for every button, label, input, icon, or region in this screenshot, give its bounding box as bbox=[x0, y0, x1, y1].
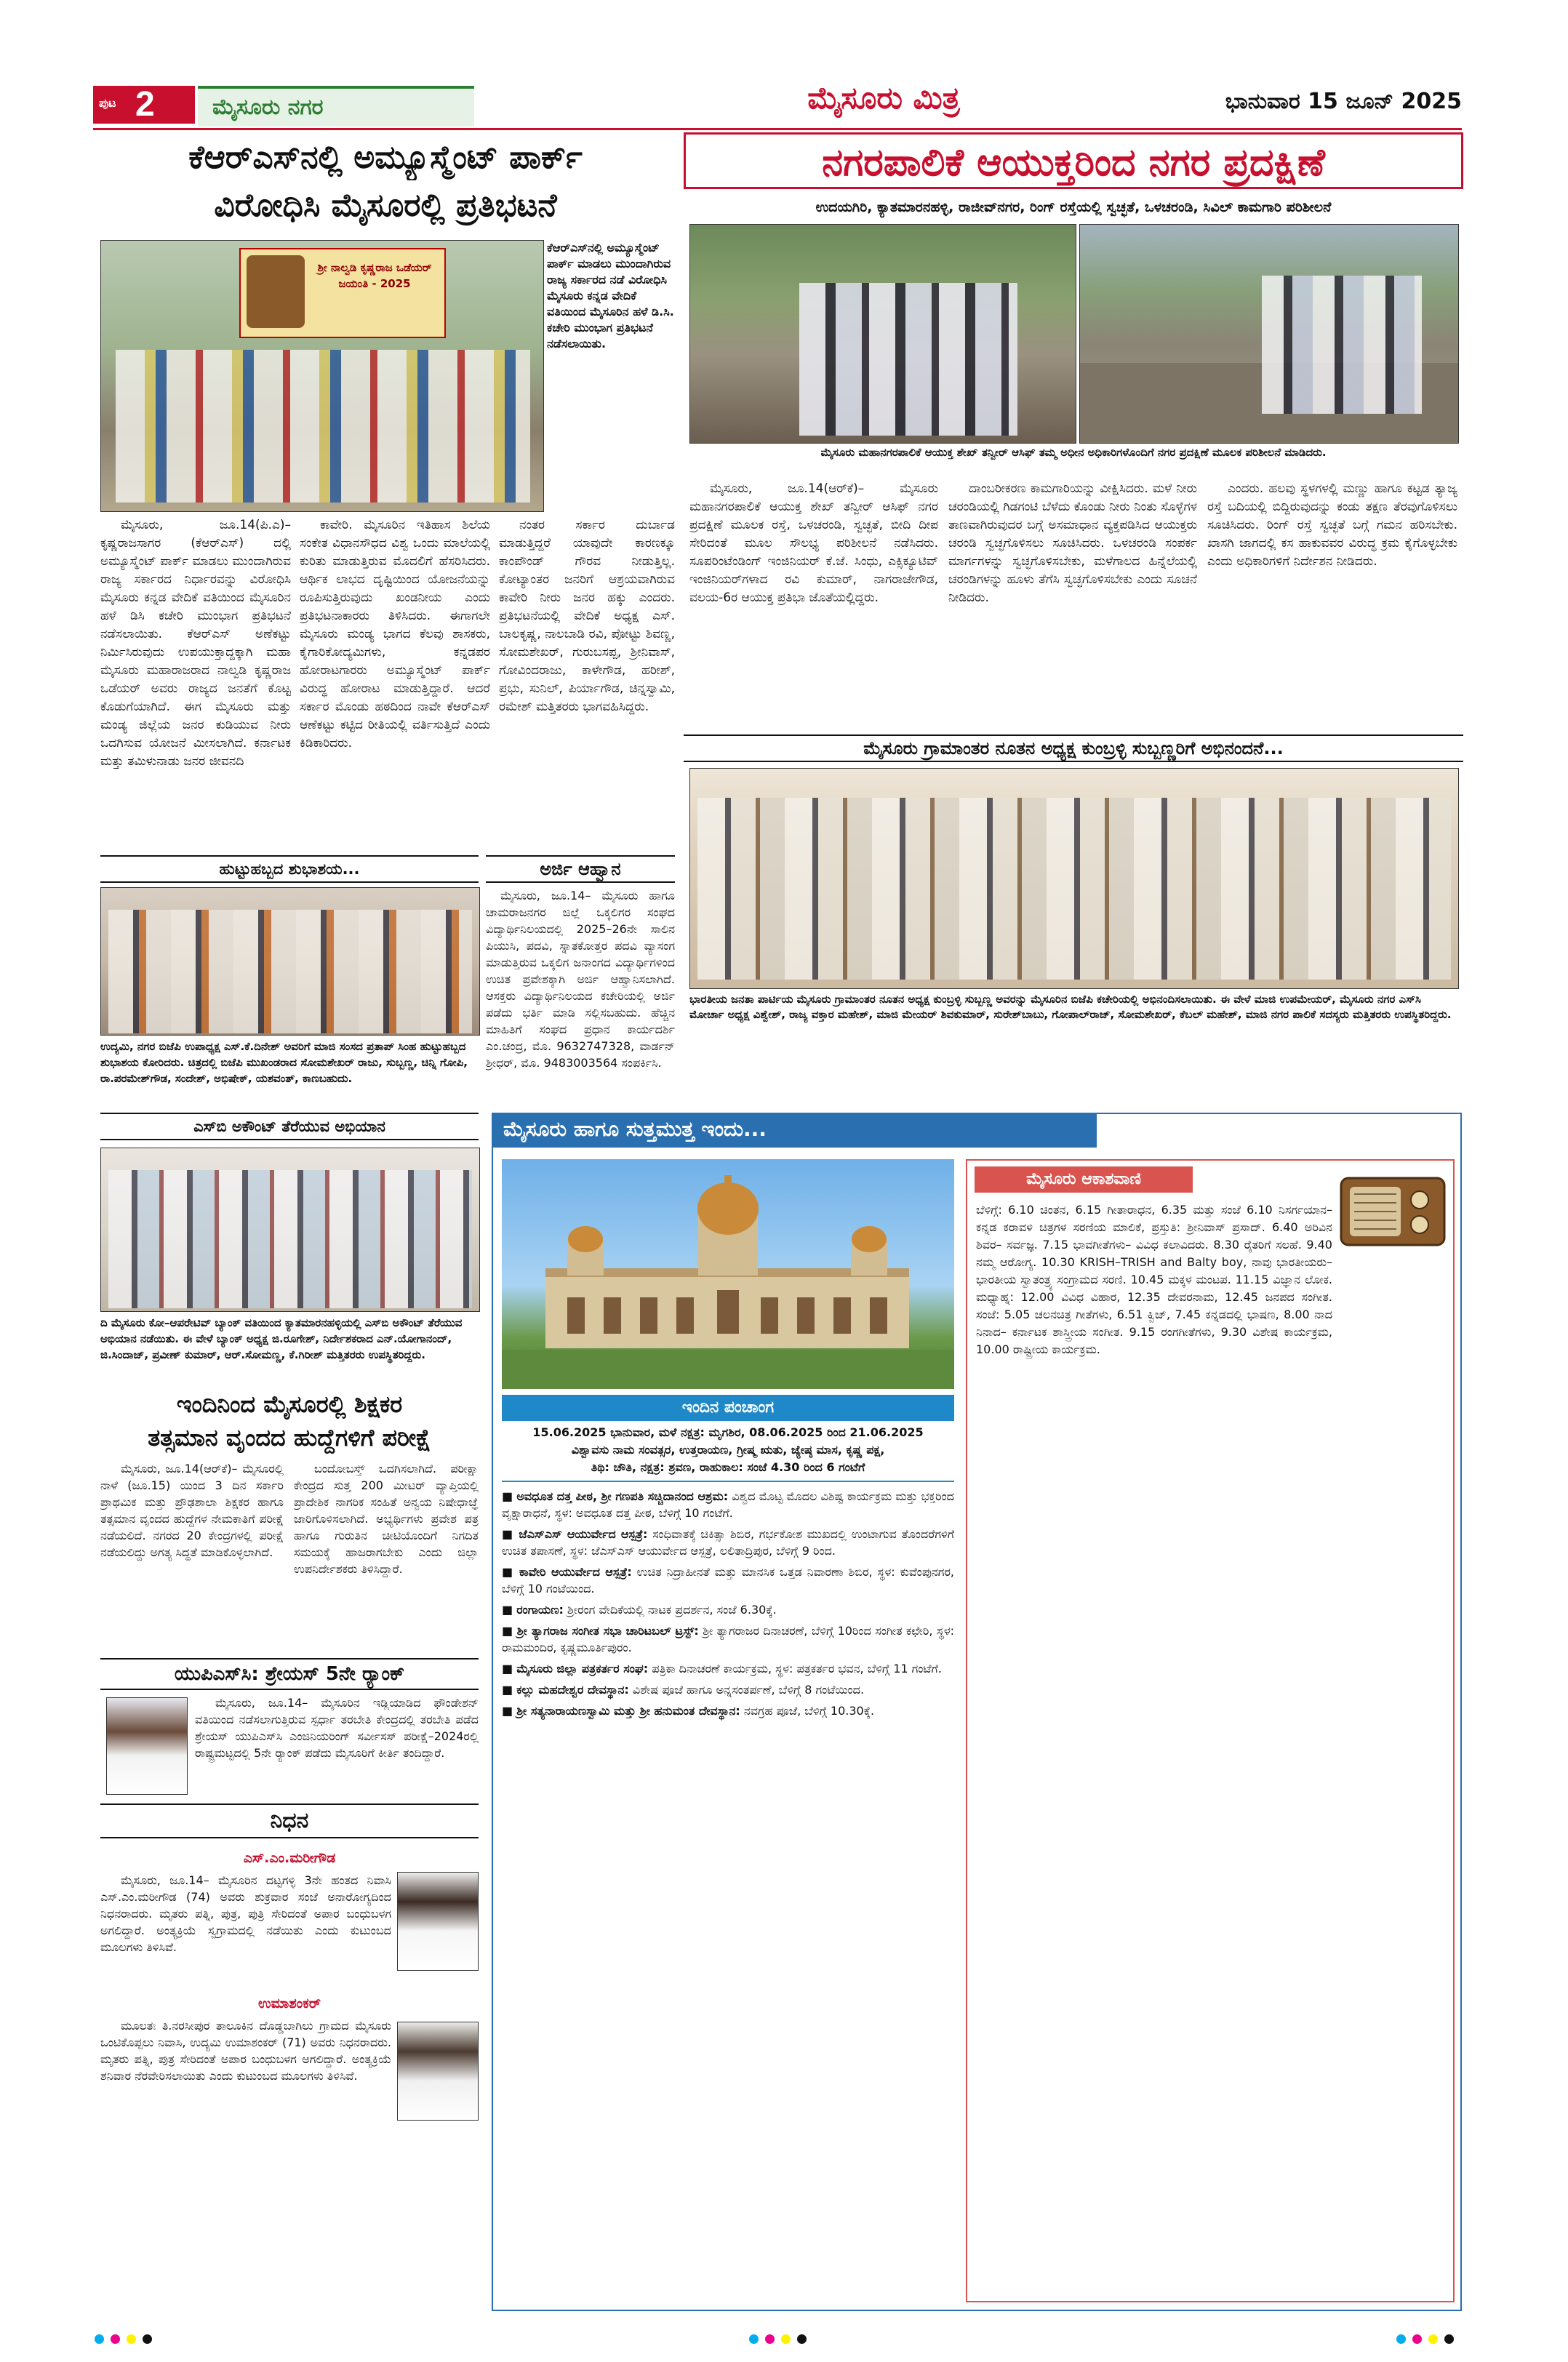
event-text: ಪತ್ರಿಕಾ ದಿನಾಚರಣೆ ಕಾರ್ಯಕ್ರಮ, ಸ್ಥಳ: ಪತ್ರಕರ್ತರ ಭವನ, ಬೆಳಿಗ್ಗೆ 11 ಗಂಟೆಗೆ. bbox=[652, 1662, 942, 1676]
story3-caption: ಭಾರತೀಯ ಜನತಾ ಪಾರ್ಟಿಯ ಮೈಸೂರು ಗ್ರಾಮಾಂತರ ನೂತನ ಅಧ್ಯಕ್ಷ ಕುಂಬ್ರಳ್ಳಿ ಸುಬ್ಬಣ್ಣ ಅವರನ್ನು ಮೈಸೂರಿನ ಬಿಜೆಪಿ ಕಚೇರಿಯಲ್ಲಿ ಅಭಿನಂದಿಸಲಾಯಿತು. ಈ ವೇಳೆ ಮಾಜಿ ಉಪಮೇಯರ್, ಮೈಸೂರು ನಗರ ಎಸ್‌ಸಿ ಮೋರ್ಚಾ ಅಧ್ಯಕ್ಷ ವಿಶ್ವೇಶ್, ರಾಜ್ಯ ವಕ್ತಾರ ಮಹೇಶ್, ಮಾಜಿ ಮೇಯರ್ ಶಿವಕುಮಾರ್, ಸುರೇಶ್‌ಬಾಬು, ಗೋಪಾಲ್‌ರಾಜ್, ಸೋಮಶೇಖರ್, ಕೆಬಲ್ ಮಹೇಶ್, ಮಾಜಿ ನಗರ ಪಾಲಿಕೆ ಸದಸ್ಯರು ಮತ್ತಿತರರು ಉಪಸ್ಥಿತರಿದ್ದರು. bbox=[689, 993, 1452, 1021]
officials-walking bbox=[799, 283, 1017, 436]
reg-dot-magenta bbox=[1412, 2334, 1422, 2344]
radio-schedule bbox=[976, 1201, 1332, 2292]
page-number: 2 bbox=[135, 85, 155, 124]
reg-dot-black bbox=[1444, 2334, 1454, 2344]
reg-dot-cyan bbox=[1396, 2334, 1406, 2344]
paper-name: ಮೈಸೂರು ಮಿತ್ರ bbox=[807, 80, 960, 116]
event-text: ಶ್ರೀರಂಗ ವೇದಿಕೆಯಲ್ಲಿ ನಾಟಕ ಪ್ರದರ್ಶನ, ಸಂಜೆ 6.30ಕ್ಕೆ. bbox=[567, 1603, 777, 1617]
event-title: ಕಲ್ಲು ಮಹದೇಶ್ವರ ದೇವಸ್ಥಾನ: bbox=[516, 1683, 629, 1697]
officials-group bbox=[1262, 276, 1422, 414]
obit1-body-text: ಮೈಸೂರು, ಜೂ.14– ಮೈಸೂರಿನ ದಟ್ಟಗಳ್ಳಿ 3ನೇ ಹಂತದ ನಿವಾಸಿ ಎಸ್.ಎಂ.ಮರೀಗೌಡ (74) ಅವರು ಶುಕ್ರವಾರ ಸಂಜೆ ಅನಾರೋಗ್ಯದಿಂದ ನಿಧನರಾದರು. ಮೃತರು ಪತ್ನಿ, ಪುತ್ರ, ಪುತ್ರಿ ಸೇರಿದಂತೆ ಅಪಾರ ಬಂಧುಬಳಗ ಅಗಲಿದ್ದಾರೆ. ಅಂತ್ಯಕ್ರಿಯೆ ಸ್ವಗ್ರಾಮದಲ್ಲಿ ನಡೆಯಿತು ಎಂದು ಕುಟುಂಬದ ಮೂಲಗಳು ತಿಳಿಸಿವೆ. bbox=[100, 1873, 391, 1954]
story2-headline: ನಗರಪಾಲಿಕೆ ಆಯುಕ್ತರಿಂದ ನಗರ ಪ್ರದಕ್ಷಿಣೆ bbox=[684, 132, 1463, 189]
birthday-caption: ಉದ್ಯಮಿ, ನಗರ ಬಿಜೆಪಿ ಉಪಾಧ್ಯಕ್ಷ ಎಸ್.ಕೆ.ದಿನೇಶ್ ಅವರಿಗೆ ಮಾಜಿ ಸಂಸದ ಪ್ರತಾಪ್ ಸಿಂಹ ಹುಟ್ಟುಹಬ್ಬದ ಶುಭಾಶಯ ಕೋರಿದರು. ಚಿತ್ರದಲ್ಲಿ ಬಿಜೆಪಿ ಮುಖಂಡರಾದ ಸೋಮಶೇಖರ್ ರಾಜು, ಸುಬ್ಬಣ್ಣ, ಚಿನ್ನಿ ಗೋಪಿ, ರಾ.ಪರಮೇಶ್‌ಗೌಡ, ಸಂದೇಶ್, ಅಭಿಷೇಕ್, ಯಶವಂತ್, ಕಾಣಬಹುದು. bbox=[100, 1040, 468, 1085]
masthead-rule bbox=[93, 128, 1462, 130]
story1-col1-text: ಮೈಸೂರು, ಜೂ.14(ಪಿ.ಎ)– ಕೃಷ್ಣರಾಜಸಾಗರ (ಕೆಆರ್‌ಎಸ್) ದಲ್ಲಿ ಅಮ್ಯೂಸ್ಮೆಂಟ್ ಪಾರ್ಕ್ ಮಾಡಲು ಮುಂದಾಗಿರುವ ರಾಜ್ಯ ಸರ್ಕಾರದ ನಿರ್ಧಾರವನ್ನು ವಿರೋಧಿಸಿ ಮೈಸೂರು ಕನ್ನಡ ವೇದಿಕೆ ವತಿಯಿಂದ ಮೈಸೂರಿನ ಹಳೆ ಡಿಸಿ ಕಚೇರಿ ಮುಂಭಾಗ ಪ್ರತಿಭಟನೆ ನಡೆಸಲಾಯಿತು. ಕೆಆರ್‌ಎಸ್ ಅಣೆಕಟ್ಟು ನಿರ್ಮಿಸಿರುವುದು ಉಪಯುಕ್ತಾದ್ದಕ್ಕಾಗಿ ಮಹಾ ಮೈಸೂರು ಮಹಾರಾಜರಾದ ನಾಲ್ವಡಿ ಕೃಷ್ಣರಾಜ ಒಡೆಯರ್ ಅವರು ರಾಜ್ಯದ ಜನತೆಗೆ ಕೊಟ್ಟ ಕೊಡುಗೆಯಾಗಿದೆ. ಈಗ ಮೈಸೂರು ಮತ್ತು ಮಂಡ್ಯ ಜಿಲ್ಲೆಯ ಜನರ ಕುಡಿಯುವ ನೀರು ಒದಗಿಸುವ ಯೋಜನೆ ಮೀಸಲಾಗಿದೆ. ಕರ್ನಾಟಕ ಮತ್ತು ತಮಿಳುನಾಡು ಜನರ ಜೀವನದಿ bbox=[100, 518, 291, 769]
obit2-portrait bbox=[397, 2022, 479, 2121]
sbi-photo bbox=[100, 1148, 480, 1312]
paper-logo bbox=[727, 80, 1040, 124]
story2-col3-text: ಎಂದರು. ಹಲವು ಸ್ಥಳಗಳಲ್ಲಿ ಮಣ್ಣು ಹಾಗೂ ಕಟ್ಟಡ ತ್ಯಾಜ್ಯ ರಸ್ತೆ ಬದಿಯಲ್ಲಿ ಬಿದ್ದಿರುವುದನ್ನು ಕಂಡು ತಕ್ಷಣ ತೆರವುಗೊಳಿಸಲು ಸೂಚಿಸಿದರು. ರಿಂಗ್ ರಸ್ತೆ ಸ್ವಚ್ಛತೆ ಬಗ್ಗೆ ಗಮನ ಹರಿಸಬೇಕು. ಖಾಸಗಿ ಜಾಗದಲ್ಲಿ ಕಸ ಹಾಕುವವರ ವಿರುದ್ಧ ಕ್ರಮ ಕೈಗೊಳ್ಳಬೇಕು ಎಂದು ಅಧಿಕಾರಿಗಳಿಗೆ ನಿರ್ದೇಶನ ನೀಡಿದರು. bbox=[1207, 481, 1457, 569]
event-item: ■ ಜೆಎಸ್‌ಎಸ್ ಆಯುರ್ವೇದ ಆಸ್ಪತ್ರೆ: ಸಂಧಿವಾತಕ್ಕೆ ಚಿಕಿತ್ಸಾ ಶಿಬಿರ, ಗರ್ಭಕೋಶ ಮುಖದಲ್ಲಿ ಉಂಟಾಗುವ ತೊಂದರೆಗಳಿಗೆ ಉಚಿತ ತಪಾಸಣೆ, ಸ್ಥಳ: ಜೆಎಸ್‌ಎಸ್ ಆಯುರ್ವೇದ ಆಸ್ಪತ್ರೆ, ಲಲಿತಾದ್ರಿಪುರ, ಬೆಳಿಗ್ಗೆ 9 ರಿಂದ. bbox=[502, 1527, 954, 1558]
event-text: ಉಚಿತ ನಿದ್ರಾಹೀನತೆ ಮತ್ತು ಮಾನಸಿಕ ಒತ್ತಡ ನಿವಾರಣಾ ಶಿಬಿರ, ಸ್ಥಳ: ಕುವೆಂಪುನಗರ, ಬೆಳಿಗ್ಗೆ 10 ಗಂಟೆಯಿಂದ. bbox=[502, 1565, 954, 1596]
panchanga-line2: ವಿಶ್ವಾವಸು ನಾಮ ಸಂವತ್ಸರ, ಉತ್ತರಾಯಣ, ಗ್ರೀಷ್ಮ ಋತು, ಜ್ಯೇಷ್ಠ ಮಾಸ, ಕೃಷ್ಣ ಪಕ್ಷ, bbox=[571, 1443, 885, 1457]
exam-col2 bbox=[294, 1460, 479, 1649]
palace-illustration bbox=[502, 1159, 954, 1389]
reg-dot-yellow bbox=[127, 2334, 136, 2344]
story1-col3-text: ನಂತರ ಸರ್ಕಾರ ದುರ್ಬಾಡ ಮಾಡುತ್ತಿದ್ದರೆ ಯಾವುದೇ ಕಾರಣಕ್ಕೂ ಕಾಂಪೌಂಡ್ ಗೌರವ ನೀಡುತ್ತಿಲ್ಲ. ಕೋಟ್ಯಾಂತರ ಜನರಿಗೆ ಆಶ್ರಯವಾಗಿರುವ ಕಾವೇರಿ ನೀರು ಜನರ ಹಕ್ಕು ಎಂದರು. ಪ್ರತಿಭಟನೆಯಲ್ಲಿ ವೇದಿಕೆ ಅಧ್ಯಕ್ಷ ಎಸ್. ಬಾಲಕೃಷ್ಣ, ನಾಲಬಾಡಿ ರವಿ, ಪೋಟ್ಟು ಶಿವಣ್ಣ, ಸೋಮಶೇಖರ್, ಗುರುಬಸಪ್ಪ, ಶ್ರೀನಿವಾಸ್, ಗೋವಿಂದರಾಜು, ಕಾಳೇಗೌಡ, ಹರೀಶ್, ಪ್ರಭು, ಸುನಿಲ್, ಪಿರ್ಯಾಗೌಡ, ಚಿನ್ನಸ್ವಾಮಿ, ರಮೇಶ್ ಮತ್ತಿತರರು ಭಾಗವಹಿಸಿದ್ದರು. bbox=[499, 518, 675, 714]
today-banner bbox=[493, 1114, 1097, 1148]
arji-headline: ಅರ್ಜಿ ಆಹ್ವಾನ bbox=[486, 855, 675, 883]
felicitation-crowd bbox=[697, 798, 1451, 980]
reg-dot-yellow bbox=[1428, 2334, 1438, 2344]
birthday-photo bbox=[100, 887, 480, 1036]
registration-marks-left bbox=[95, 2334, 182, 2346]
obit2-name: ಉಮಾಶಂಕರ್ bbox=[258, 1995, 321, 2011]
exam-col1-text: ಮೈಸೂರು, ಜೂ.14(ಆರ್‌ಕೆ)– ಮೈಸೂರಲ್ಲಿ ನಾಳೆ (ಜೂ.15) ಯಿಂದ 3 ದಿನ ಸರ್ಕಾರಿ ಪ್ರಾಥಮಿಕ ಮತ್ತು ಪ್ರೌಢಶಾಲಾ ಶಿಕ್ಷಕರ ಹಾಗೂ ತತ್ಸಮಾನ ವೃಂದದ ಹುದ್ದೆಗಳ ನೇಮಕಾತಿಗೆ ಪರೀಕ್ಷೆ ನಡೆಯಲಿದೆ. ನಗರದ 20 ಕೇಂದ್ರಗಳಲ್ಲಿ ಪರೀಕ್ಷೆ ನಡೆಯಲಿದ್ದು ಅಗತ್ಯ ಸಿದ್ಧತೆ ಮಾಡಿಕೊಳ್ಳಲಾಗಿದೆ. bbox=[100, 1462, 284, 1559]
commissioner-photo-1 bbox=[689, 224, 1076, 444]
radio-schedule-text: ಬೆಳಿಗ್ಗೆ: 6.10 ಚಿಂತನ, 6.15 ಗೀತಾರಾಧನ, 6.35 ಮತ್ತು ಸಂಜೆ 6.10 ನಿಸರ್ಗಯಾನ– ಕನ್ನಡ ಕರಾವಳಿ ಚಿತ್ರಗಳ ಸರಣಿಯ ಮಾಲಿಕೆ, ಪ್ರಸ್ತುತಿ: ಶ್ರೀನಿವಾಸ್ ಪ್ರಸಾದ್. 6.40 ಅರಿವಿನ ಶಿವರ– ಸರ್ವಜ್ಞ. 7.15 ಭಾವಗೀತೆಗಳು– ವಿವಿಧ ಕಲಾವಿದರು. 8.30 ರೈತರಿಗೆ ಸಲಹೆ. 9.40 ನಮ್ಮ ಆರೋಗ್ಯ. 10.30 KRISH–TRISH and Balty boy, ನಾವು ಭಾರತೀಯರು– ಭಾರತೀಯ ಸ್ವಾತಂತ್ರ್ಯ ಸಂಗ್ರಾಮದ ಸರಣಿ. 10.45 ಮಕ್ಕಳ ಮಂಟಪ. 11.15 ವಿಜ್ಞಾನ ಲೋಕ. ಮಧ್ಯಾಹ್ನ: 12.00 ವಿವಿಧ ವಿಹಾರ, 12.35 ದೇವರನಾಮ, 12.45 ಜನಪದ ಸಂಗೀತ. ಸಂಜೆ: 5.05 ಚಲನಚಿತ್ರ ಗೀತೆಗಳು, 6.51 ಕ್ವಿಜ್, 7.45 ಕನ್ನಡದಲ್ಲಿ ಭಾಷಣ, 8.00 ನಾದ ನಿನಾದ– ಕರ್ನಾಟಕ ಶಾಸ್ತ್ರೀಯ ಸಂಗೀತ. 9.15 ರಂಗಗೀತೆಗಳು, 9.30 ವಿಶೇಷ ಕಾರ್ಯಕ್ರಮ, 10.00 ರಾಷ್ಟ್ರೀಯ ಕಾರ್ಯಕ್ರಮ. bbox=[976, 1203, 1332, 1356]
exam-col2-text: ಬಂದೋಬಸ್ತ್ ಒದಗಿಸಲಾಗಿದೆ. ಪರೀಕ್ಷಾ ಕೇಂದ್ರದ ಸುತ್ತ 200 ಮೀಟರ್ ವ್ಯಾಪ್ತಿಯಲ್ಲಿ ಪ್ರಾದೇಶಿಕ ನಾಗರಿಕ ಸಂಹಿತೆ ಅನ್ವಯ ನಿಷೇಧಾಜ್ಞೆ ಜಾರಿಗೊಳಿಸಲಾಗಿದೆ. ಅಭ್ಯರ್ಥಿಗಳು ಪ್ರವೇಶ ಪತ್ರ ಹಾಗೂ ಗುರುತಿನ ಚೀಟಿಯೊಂದಿಗೆ ನಿಗದಿತ ಸಮಯಕ್ಕೆ ಹಾಜರಾಗಬೇಕು ಎಂದು ಜಿಲ್ಲಾ ಉಪನಿರ್ದೇಶಕರು ತಿಳಿಸಿದ್ದಾರೆ. bbox=[294, 1462, 479, 1576]
reg-dot-black bbox=[797, 2334, 807, 2344]
obit1-name: ಎಸ್.ಎಂ.ಮರೀಗೌಡ bbox=[243, 1850, 336, 1866]
events-list bbox=[502, 1488, 954, 2302]
story2-caption: ಮೈಸೂರು ಮಹಾನಗರಪಾಲಿಕೆ ಆಯುಕ್ತ ಶೇಖ್ ತನ್ವೀರ್ ಆಸಿಫ್ ತಮ್ಮ ಅಧೀನ ಅಧಿಕಾರಿಗಳೊಂದಿಗೆ ನಗರ ಪ್ರದಕ್ಷಿಣೆ ಮೂಲಕ ಪರಿಶೀಲನೆ ಮಾಡಿದರು. bbox=[820, 446, 1327, 459]
story2-col1-text: ಮೈಸೂರು, ಜೂ.14(ಆರ್‌ಕೆ)– ಮೈಸೂರು ಮಹಾನಗರಪಾಲಿಕೆ ಆಯುಕ್ತ ಶೇಖ್ ತನ್ವೀರ್ ಆಸಿಫ್ ನಗರ ಪ್ರದಕ್ಷಿಣೆ ಮೂಲಕ ರಸ್ತೆ, ಒಳಚರಂಡಿ, ಸ್ವಚ್ಛತೆ, ಬೀದಿ ದೀಪ ಸೇರಿದಂತೆ ಮೂಲ ಸೌಲಭ್ಯ ಪರಿಶೀಲನೆ ನಡೆಸಿದರು. ಸೂಪರಿಂಟೆಂಡಿಂಗ್ ಇಂಜಿನಿಯರ್ ಕೆ.ಜೆ. ಸಿಂಧು, ಎಕ್ಸಿಕ್ಯೂಟಿವ್ ಇಂಜಿನಿಯರ್‌ಗಳಾದ ರವಿ ಕುಮಾರ್, ನಾಗರಾಜೇಗೌಡ, ವಲಯ-6ರ ಆಯುಕ್ತ ಪ್ರತಿಭಾ ಜೊತೆಯಲ್ಲಿದ್ದರು. bbox=[689, 481, 938, 605]
exam-col1 bbox=[100, 1460, 284, 1649]
story1-side-caption: ಕೆಆರ್‌ಎಸ್‌ನಲ್ಲಿ ಅಮ್ಯೂಸ್ಮೆಂಟ್ ಪಾರ್ಕ್ ಮಾಡಲು ಮುಂದಾಗಿರುವ ರಾಜ್ಯ ಸರ್ಕಾರದ ನಡೆ ವಿರೋಧಿಸಿ ಮೈಸೂರು ಕನ್ನಡ ವೇದಿಕೆ ವತಿಯಿಂದ ಮೈಸೂರಿನ ಹಳೆ ಡಿ.ಸಿ. ಕಚೇರಿ ಮುಂಭಾಗ ಪ್ರತಿಭಟನೆ ನಡೆಸಲಾಯಿತು. bbox=[547, 241, 674, 351]
obit1-portrait bbox=[397, 1872, 479, 1971]
banner-text: ಶ್ರೀ ನಾಲ್ವಡಿ ಕೃಷ್ಣರಾಜ ಒಡೆಯರ್ ಜಯಂತಿ - 2025 bbox=[317, 261, 432, 290]
sbi-group bbox=[108, 1170, 472, 1308]
event-text: ನವಗ್ರಹ ಪೂಜೆ, ಬೆಳಿಗ್ಗೆ 10.30ಕ್ಕೆ. bbox=[743, 1704, 875, 1718]
event-text: ವಿಶೇಷ ಪೂಜೆ ಹಾಗೂ ಅನ್ನಸಂತರ್ಪಣೆ, ಬೆಳಿಗ್ಗೆ 8 ಗಂಟೆಯಿಂದ. bbox=[632, 1683, 865, 1697]
banner-portrait bbox=[247, 255, 305, 328]
event-text: ಶ್ರೀ ತ್ಯಾಗರಾಜರ ದಿನಾಚರಣೆ, ಬೆಳಿಗ್ಗೆ 10ರಿಂದ ಸಂಗೀತ ಕಛೇರಿ, ಸ್ಥಳ: ರಾಮಮಂದಿರ, ಕೃಷ್ಣಮೂರ್ತಿಪುರಂ. bbox=[502, 1624, 954, 1654]
obit2-body bbox=[100, 2017, 391, 2177]
event-item: ■ ಕಲ್ಲು ಮಹದೇಶ್ವರ ದೇವಸ್ಥಾನ: ವಿಶೇಷ ಪೂಜೆ ಹಾಗೂ ಅನ್ನಸಂತರ್ಪಣೆ, ಬೆಳಿಗ್ಗೆ 8 ಗಂಟೆಯಿಂದ. bbox=[502, 1683, 865, 1697]
event-title: ಕಾವೇರಿ ಆಯುರ್ವೇದ ಆಸ್ಪತ್ರೆ: bbox=[519, 1565, 632, 1579]
protest-banner bbox=[239, 248, 446, 338]
event-text: ವಿಶ್ವದ ಮೊಟ್ಟ ಮೊದಲ ವಿಶಿಷ್ಟ ಕಾರ್ಯಕ್ರಮ ಮತ್ತು ಭಕ್ತರಿಂದ ವೃಕ್ಷಾರಾಧನೆ, ಸ್ಥಳ: ಅವಧೂತ ದತ್ತ ಪೀಠ, ಬೆಳಿಗ್ಗೆ 10 ಗಂಟೆಗೆ. bbox=[502, 1489, 954, 1520]
story1-headline-1: ಕೆಆರ್‌ಎಸ್‌ನಲ್ಲಿ ಅಮ್ಯೂಸ್ಮೆಂಟ್ ಪಾರ್ಕ್ bbox=[188, 139, 583, 176]
upsc-portrait bbox=[106, 1697, 188, 1795]
panchanga-rule bbox=[502, 1481, 954, 1482]
palace-photo bbox=[502, 1159, 954, 1389]
event-item: ■ ಕಾವೇರಿ ಆಯುರ್ವೇದ ಆಸ್ಪತ್ರೆ: ಉಚಿತ ನಿದ್ರಾಹೀನತೆ ಮತ್ತು ಮಾನಸಿಕ ಒತ್ತಡ ನಿವಾರಣಾ ಶಿಬಿರ, ಸ್ಥಳ: ಕುವೆಂಪುನಗರ, ಬೆಳಿಗ್ಗೆ 10 ಗಂಟೆಯಿಂದ. bbox=[502, 1565, 954, 1596]
story1-col1 bbox=[100, 516, 291, 849]
story1-col3 bbox=[499, 516, 675, 849]
story2-subhead: ಉದಯಗಿರಿ, ಕ್ಯಾತಮಾರನಹಳ್ಳಿ, ರಾಜೀವ್‌ನಗರ, ರಿಂಗ್ ರಸ್ತೆಯಲ್ಲಿ ಸ್ವಚ್ಛತೆ, ಒಳಚರಂಡಿ, ಸಿವಿಲ್ ಕಾಮಗಾರಿ ಪರಿಶೀಲನೆ bbox=[815, 199, 1332, 215]
reg-dot-magenta bbox=[111, 2334, 120, 2344]
reg-dot-cyan bbox=[749, 2334, 759, 2344]
event-item: ■ ಶ್ರೀ ಸತ್ಯನಾರಾಯಣಸ್ವಾಮಿ ಮತ್ತು ಶ್ರೀ ಹನುಮಂತ ದೇವಸ್ಥಾನ: ನವಗ್ರಹ ಪೂಜೆ, ಬೆಳಿಗ್ಗೆ 10.30ಕ್ಕೆ. bbox=[502, 1704, 875, 1718]
protesters-group bbox=[116, 350, 530, 503]
event-title: ಶ್ರೀ ಸತ್ಯನಾರಾಯಣಸ್ವಾಮಿ ಮತ್ತು ಶ್ರೀ ಹನುಮಂತ ದೇವಸ್ಥಾನ: bbox=[516, 1704, 740, 1718]
registration-marks-right bbox=[1396, 2334, 1484, 2346]
story2-col2-text: ದಾಂಬರೀಕರಣ ಕಾಮಗಾರಿಯನ್ನು ವೀಕ್ಷಿಸಿದರು. ಮಳೆ ನೀರು ಚರಂಡಿಯಲ್ಲಿ ಗಿಡಗಂಟಿ ಬೆಳೆದು ಕೊಂಡು ನೀರು ನಿಂತು ಸೊಳ್ಳೆಗಳ ತಾಣವಾಗಿರುವುದರ ಬಗ್ಗೆ ಅಸಮಾಧಾನ ವ್ಯಕ್ತಪಡಿಸಿದ ಆಯುಕ್ತರು ಚರಂಡಿ ಸ್ವಚ್ಛಗೊಳಿಸಲು ಸೂಚಿಸಿದರು. ಒಳಚರಂಡಿ ಸಂಪರ್ಕ ಮಾರ್ಗಗಳನ್ನು ಸ್ವಚ್ಛಗೊಳಿಸಬೇಕು, ಮಳೆಗಾಲದ ಹಿನ್ನೆಲೆಯಲ್ಲಿ ಚರಂಡಿಗಳನ್ನು ಹೂಳು ತೆಗೆಸಿ ಸ್ವಚ್ಛಗೊಳಿಸಬೇಕು ಎಂದು ಸೂಚನೆ ನೀಡಿದರು. bbox=[948, 481, 1197, 605]
exam-headline-1: ಇಂದಿನಿಂದ ಮೈಸೂರಲ್ಲಿ ಶಿಕ್ಷಕರ bbox=[176, 1390, 403, 1418]
issue-date: ಭಾನುವಾರ 15 ಜೂನ್ 2025 bbox=[1225, 89, 1462, 114]
story2-col2 bbox=[948, 480, 1197, 720]
story2-col1 bbox=[689, 480, 938, 720]
birthday-group bbox=[108, 910, 472, 1033]
sbi-headline: ಎಸ್‌ಬಿ ಅಕೌಂಟ್ ತೆರೆಯುವ ಅಭಿಯಾನ bbox=[100, 1113, 479, 1140]
reg-dot-cyan bbox=[95, 2334, 104, 2344]
panchanga-title: ಇಂದಿನ ಪಂಚಾಂಗ bbox=[502, 1395, 954, 1421]
arji-body bbox=[486, 887, 675, 1102]
felicitation-photo bbox=[689, 768, 1459, 989]
event-title: ಜೆಎಸ್‌ಎಸ್ ಆಯುರ್ವೇದ ಆಸ್ಪತ್ರೆ: bbox=[519, 1527, 648, 1541]
page-label: ಪುಟ bbox=[99, 96, 116, 110]
obit1-body bbox=[100, 1872, 391, 1988]
reg-dot-magenta bbox=[765, 2334, 775, 2344]
event-item: ■ ಅವಧೂತ ದತ್ತ ಪೀಠ, ಶ್ರೀ ಗಣಪತಿ ಸಚ್ಚಿದಾನಂದ ಆಶ್ರಮ: ವಿಶ್ವದ ಮೊಟ್ಟ ಮೊದಲ ವಿಶಿಷ್ಟ ಕಾರ್ಯಕ್ರಮ ಮತ್ತು ಭಕ್ತರಿಂದ ವೃಕ್ಷಾರಾಧನೆ, ಸ್ಥಳ: ಅವಧೂತ ದತ್ತ ಪೀಠ, ಬೆಳಿಗ್ಗೆ 10 ಗಂಟೆಗೆ. bbox=[502, 1489, 954, 1520]
event-title: ಶ್ರೀ ತ್ಯಾಗರಾಜ ಸಂಗೀತ ಸಭಾ ಚಾರಿಟಬಲ್ ಟ್ರಸ್ಟ್: bbox=[516, 1624, 699, 1638]
commissioner-photo-2 bbox=[1079, 224, 1459, 444]
story1-col2 bbox=[300, 516, 490, 849]
nidhana-headline: ನಿಧನ bbox=[100, 1803, 479, 1838]
masthead bbox=[0, 0, 1568, 131]
event-item: ■ ಶ್ರೀ ತ್ಯಾಗರಾಜ ಸಂಗೀತ ಸಭಾ ಚಾರಿಟಬಲ್ ಟ್ರಸ್ಟ್: ಶ್ರೀ ತ್ಯಾಗರಾಜರ ದಿನಾಚರಣೆ, ಬೆಳಿಗ್ಗೆ 10ರಿಂದ ಸಂಗೀತ ಕಛೇರಿ, ಸ್ಥಳ: ರಾಮಮಂದಿರ, ಕೃಷ್ಣಮೂರ್ತಿಪುರಂ. bbox=[502, 1624, 954, 1654]
panchanga-line1: 15.06.2025 ಭಾನುವಾರ, ಮಳೆ ನಕ್ಷತ್ರ: ಮೃಗಶಿರ, 08.06.2025 ರಿಂದ 21.06.2025 bbox=[532, 1425, 924, 1439]
reg-dot-yellow bbox=[781, 2334, 791, 2344]
exam-headline-2: ತತ್ಸಮಾನ ವೃಂದದ ಹುದ್ದೆಗಳಿಗೆ ಪರೀಕ್ಷೆ bbox=[148, 1424, 431, 1452]
section-title bbox=[198, 86, 474, 127]
story2-col3 bbox=[1207, 480, 1457, 720]
upsc-body bbox=[195, 1694, 479, 1796]
panchanga-line3: ತಿಥಿ: ಚೌತಿ, ನಕ್ಷತ್ರ: ಶ್ರವಣ, ರಾಹುಕಾಲ: ಸಂಜೆ 4.30 ರಿಂದ 6 ಗಂಟೆಗೆ bbox=[591, 1460, 865, 1474]
event-title: ಅವಧೂತ ದತ್ತ ಪೀಠ, ಶ್ರೀ ಗಣಪತಿ ಸಚ್ಚಿದಾನಂದ ಆಶ್ರಮ: bbox=[516, 1489, 729, 1503]
event-item: ■ ಮೈಸೂರು ಜಿಲ್ಲಾ ಪತ್ರಕರ್ತರ ಸಂಘ: ಪತ್ರಿಕಾ ದಿನಾಚರಣೆ ಕಾರ್ಯಕ್ರಮ, ಸ್ಥಳ: ಪತ್ರಕರ್ತರ ಭವನ, ಬೆಳಿಗ್ಗೆ 11 ಗಂಟೆಗೆ. bbox=[502, 1662, 942, 1676]
section-label: ಮೈಸೂರು ನಗರ bbox=[212, 95, 324, 120]
event-title: ಮೈಸೂರು ಜಿಲ್ಲಾ ಪತ್ರಕರ್ತರ ಸಂಘ: bbox=[516, 1662, 649, 1676]
radio-icon bbox=[1338, 1168, 1447, 1248]
story1-headline-2: ವಿರೋಧಿಸಿ ಮೈಸೂರಲ್ಲಿ ಪ್ರತಿಭಟನೆ bbox=[214, 187, 557, 224]
story1-col2-text: ಕಾವೇರಿ. ಮೈಸೂರಿನ ಇತಿಹಾಸ ಶಿಲೆಯ ಸಂಕೇತ ವಿಧಾನಸೌಧದ ವಿಶ್ವ ಒಂದು ಮಾಲೆಯಲ್ಲಿ ಕುರಿತು ಮಾಡುತ್ತಿರುವ ಮೊದಲಿಗೆ ಹೆಸರಿಸಿದರು. ಆರ್ಥಿಕ ಲಾಭದ ದೃಷ್ಟಿಯಿಂದ ಯೋಜನೆಯನ್ನು ರೂಪಿಸುತ್ತಿರುವುದು ಖಂಡನೀಯ ಎಂದು ಪ್ರತಿಭಟನಾಕಾರರು ತಿಳಿಸಿದರು. ಈಗಾಗಲೇ ಮೈಸೂರು ಮಂಡ್ಯ ಭಾಗದ ಕೆಲವು ಶಾಸಕರು, ಕೈಗಾರಿಕೋದ್ಯಮಿಗಳು, ಕನ್ನಡಪರ ಹೋರಾಟಗಾರರು ಅಮ್ಯೂಸ್ಮೆಂಟ್ ಪಾರ್ಕ್ ವಿರುದ್ಧ ಹೋರಾಟ ಮಾಡುತ್ತಿದ್ದಾರೆ. ಆದರೆ ಸರ್ಕಾರ ಮೊಂಡು ಹಠದಿಂದ ನಾವೇ ಕೆಆರ್‌ಎಸ್ ಆಣೆಕಟ್ಟು ಕಟ್ಟಿದ ರೀತಿಯಲ್ಲಿ ವರ್ತಿಸುತ್ತಿದೆ ಎಂದು ಕಿಡಿಕಾರಿದರು. bbox=[300, 518, 490, 750]
upsc-headline: ಯುಪಿಎಸ್‌ಸಿ: ಶ್ರೇಯಸ್ 5ನೇ ರ‍್ಯಾಂಕ್ bbox=[100, 1658, 479, 1690]
reg-dot-black bbox=[143, 2334, 152, 2344]
registration-marks-center bbox=[749, 2334, 836, 2346]
upsc-body-text: ಮೈಸೂರು, ಜೂ.14– ಮೈಸೂರಿನ ಇಡ್ಲಿಯಾಡಿದ ಫೌಂಡೇಶನ್ ವತಿಯಿಂದ ನಡೆಸಲಾಗುತ್ತಿರುವ ಸ್ಪರ್ಧಾ ತರಬೇತಿ ಕೇಂದ್ರದಲ್ಲಿ ತರಬೇತಿ ಪಡೆದ ಶ್ರೇಯಸ್ ಯುಪಿಎಸ್‌ಸಿ ಎಂಜಿನಿಯರಿಂಗ್ ಸರ್ವೀಸಸ್ ಪರೀಕ್ಷೆ–2024ರಲ್ಲಿ ರಾಷ್ಟ್ರಮಟ್ಟದಲ್ಲಿ 5ನೇ ರ‍್ಯಾಂಕ್ ಪಡೆದು ಮೈಸೂರಿಗೆ ಕೀರ್ತಿ ತಂದಿದ್ದಾರೆ. bbox=[195, 1696, 479, 1760]
event-title: ರಂಗಾಯಣ: bbox=[516, 1603, 564, 1617]
story3-headline: ಮೈಸೂರು ಗ್ರಾಮಾಂತರ ನೂತನ ಅಧ್ಯಕ್ಷ ಕುಂಬ್ರಳ್ಳಿ ಸುಬ್ಬಣ್ಣರಿಗೆ ಅಭಿನಂದನೆ... bbox=[684, 734, 1463, 762]
today-box bbox=[492, 1113, 1462, 2311]
protest-photo bbox=[100, 240, 544, 512]
obit2-body-text: ಮೂಲತಃ ತಿ.ನರಸೀಪುರ ತಾಲೂಕಿನ ದೊಡ್ಡಬಾಗಿಲು ಗ್ರಾಮದ ಮೈಸೂರು ಒಂಟಿಕೊಪ್ಪಲು ನಿವಾಸಿ, ಉದ್ಯಮಿ ಉಮಾಶಂಕರ್ (71) ಅವರು ನಿಧನರಾದರು. ಮೃತರು ಪತ್ನಿ, ಪುತ್ರ ಸೇರಿದಂತೆ ಅಪಾರ ಬಂಧುಬಳಗ ಅಗಲಿದ್ದಾರೆ. ಅಂತ್ಯಕ್ರಿಯೆ ಶನಿವಾರ ನೆರವೇರಿಸಲಾಯಿತು ಎಂದು ಕುಟುಂಬದ ಮೂಲಗಳು ತಿಳಿಸಿವೆ. bbox=[100, 2019, 391, 2083]
birthday-headline: ಹುಟ್ಟುಹಬ್ಬದ ಶುಭಾಶಯ... bbox=[100, 855, 479, 883]
page-number-badge bbox=[93, 86, 195, 124]
radio-box bbox=[966, 1159, 1455, 2302]
sbi-caption: ದಿ ಮೈಸೂರು ಕೋ–ಆಪರೇಟಿವ್ ಬ್ಯಾಂಕ್ ವತಿಯಿಂದ ಕ್ಯಾತಮಾರನಹಳ್ಳಿಯಲ್ಲಿ ಎಸ್‌ಬಿ ಅಕೌಂಟ್ ತೆರೆಯುವ ಅಭಿಯಾನ ನಡೆಯಿತು. ಈ ವೇಳೆ ಬ್ಯಾಂಕ್ ಅಧ್ಯಕ್ಷ ಜಿ.ರೂಗೇಶ್, ನಿರ್ದೇಶಕರಾದ ಎನ್.ಯೋಗಾನಂದ್, ಜಿ.ಸಿಂದಾಜ್, ಪ್ರವೀಣ್ ಕುಮಾರ್, ಆರ್.ಸೋಮಣ್ಣ, ಕೆ.ಗಿರೀಶ್ ಮತ್ತಿತರರು ಉಪಸ್ಥಿತರಿದ್ದರು. bbox=[100, 1316, 463, 1361]
event-text: ಸಂಧಿವಾತಕ್ಕೆ ಚಿಕಿತ್ಸಾ ಶಿಬಿರ, ಗರ್ಭಕೋಶ ಮುಖದಲ್ಲಿ ಉಂಟಾಗುವ ತೊಂದರೆಗಳಿಗೆ ಉಚಿತ ತಪಾಸಣೆ, ಸ್ಥಳ: ಜೆಎಸ್‌ಎಸ್ ಆಯುರ್ವೇದ ಆಸ್ಪತ್ರೆ, ಲಲಿತಾದ್ರಿಪುರ, ಬೆಳಿಗ್ಗೆ 9 ರಿಂದ. bbox=[502, 1527, 954, 1558]
event-item: ■ ರಂಗಾಯಣ: ಶ್ರೀರಂಗ ವೇದಿಕೆಯಲ್ಲಿ ನಾಟಕ ಪ್ರದರ್ಶನ, ಸಂಜೆ 6.30ಕ್ಕೆ. bbox=[502, 1603, 777, 1617]
radio-title: ಮೈಸೂರು ಆಕಾಶವಾಣಿ bbox=[975, 1166, 1193, 1193]
today-banner-text: ಮೈಸೂರು ಹಾಗೂ ಸುತ್ತಮುತ್ತ ಇಂದು... bbox=[503, 1117, 767, 1141]
arji-body-text: ಮೈಸೂರು, ಜೂ.14– ಮೈಸೂರು ಹಾಗೂ ಚಾಮರಾಜನಗರ ಜಿಲ್ಲೆ ಒಕ್ಕಲಿಗರ ಸಂಘದ ವಿದ್ಯಾರ್ಥಿನಿಲಯದಲ್ಲಿ 2025–26ನೇ ಸಾಲಿನ ಪಿಯುಸಿ, ಪದವಿ, ಸ್ನಾತಕೋತ್ತರ ಪದವಿ ವ್ಯಾಸಂಗ ಮಾಡುತ್ತಿರುವ ಒಕ್ಕಲಿಗ ಜನಾಂಗದ ವಿದ್ಯಾರ್ಥಿಗಳಿಂದ ಉಚಿತ ಪ್ರವೇಶಕ್ಕಾಗಿ ಅರ್ಜಿ ಆಹ್ವಾನಿಸಲಾಗಿದೆ. ಆಸಕ್ತರು ವಿದ್ಯಾರ್ಥಿನಿಲಯದ ಕಚೇರಿಯಲ್ಲಿ ಅರ್ಜಿ ಪಡೆದು ಭರ್ತಿ ಮಾಡಿ ಸಲ್ಲಿಸಬಹುದು. ಹೆಚ್ಚಿನ ಮಾಹಿತಿಗೆ ಸಂಘದ ಪ್ರಧಾನ ಕಾರ್ಯದರ್ಶಿ ಎಂ.ಚಂದ್ರ, ಮೊ. 9632747328, ವಾರ್ಡನ್ ಶ್ರೀಧರ್, ಮೊ. 9483003564 ಸಂಪರ್ಕಿಸಿ. bbox=[486, 889, 675, 1070]
